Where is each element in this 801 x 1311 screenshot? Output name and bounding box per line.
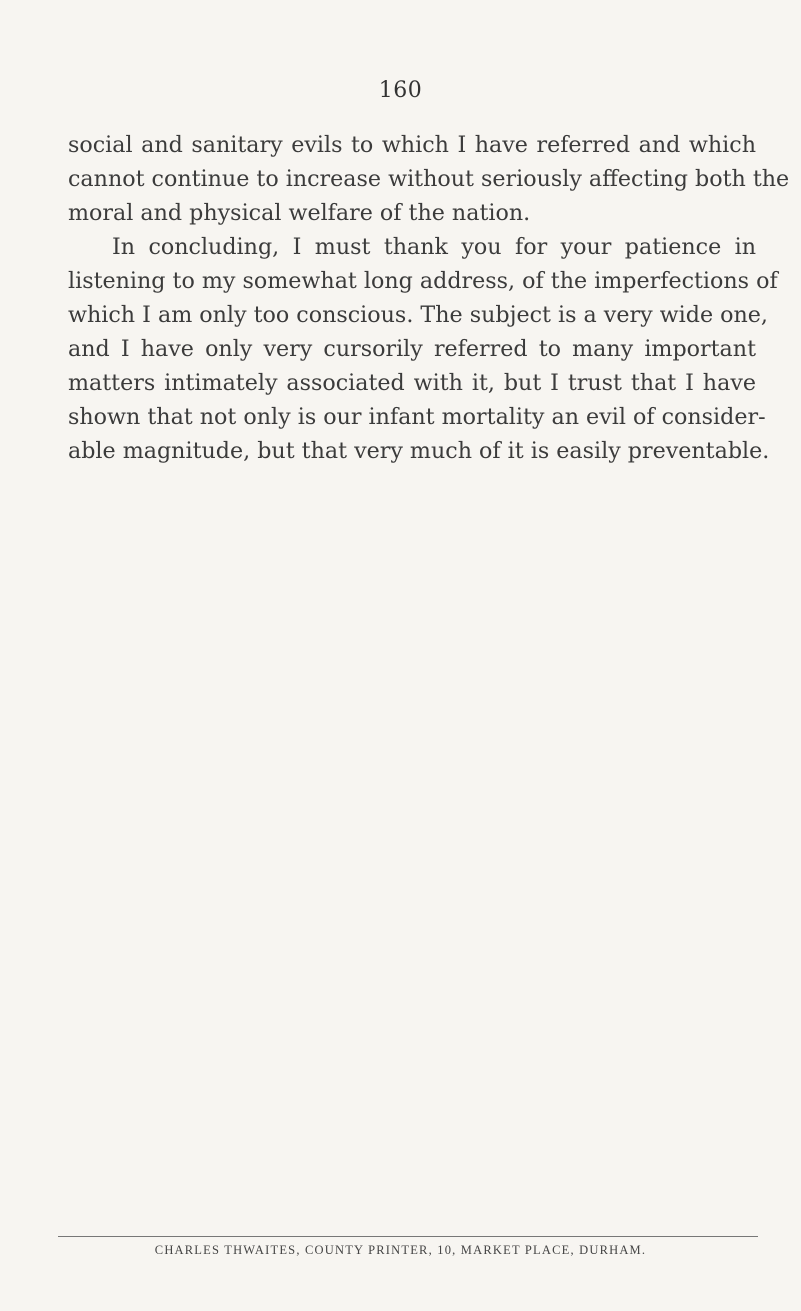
text-line: able magnitude, but that very much of it is easily preventable.	[68, 438, 770, 464]
text-line: matters intimately associated with it, but I trust that I have	[68, 370, 756, 396]
text-line: social and sanitary evils to which I have referred and which	[68, 132, 756, 158]
page-number: 160	[378, 78, 423, 103]
printer-imprint: CHARLES THWAITES, COUNTY PRINTER, 10, MARKET PLACE, DURHAM.	[154, 1243, 647, 1257]
text-line: listening to my somewhat long address, of the imperfections of	[68, 268, 778, 294]
text-line: cannot continue to increase without seriously affecting both the	[68, 166, 790, 192]
text-line: and I have only very cursorily referred to many important	[68, 336, 756, 362]
footer-rule	[58, 1236, 758, 1237]
text-line: moral and physical welfare of the nation.	[68, 200, 531, 226]
body-text	[68, 128, 790, 468]
text-line: shown that not only is our infant mortality an evil of consider-	[68, 404, 766, 430]
text-line: which I am only too conscious. The subject is a very wide one,	[68, 302, 768, 328]
text-line: In concluding, I must thank you for your patience in	[112, 234, 756, 260]
